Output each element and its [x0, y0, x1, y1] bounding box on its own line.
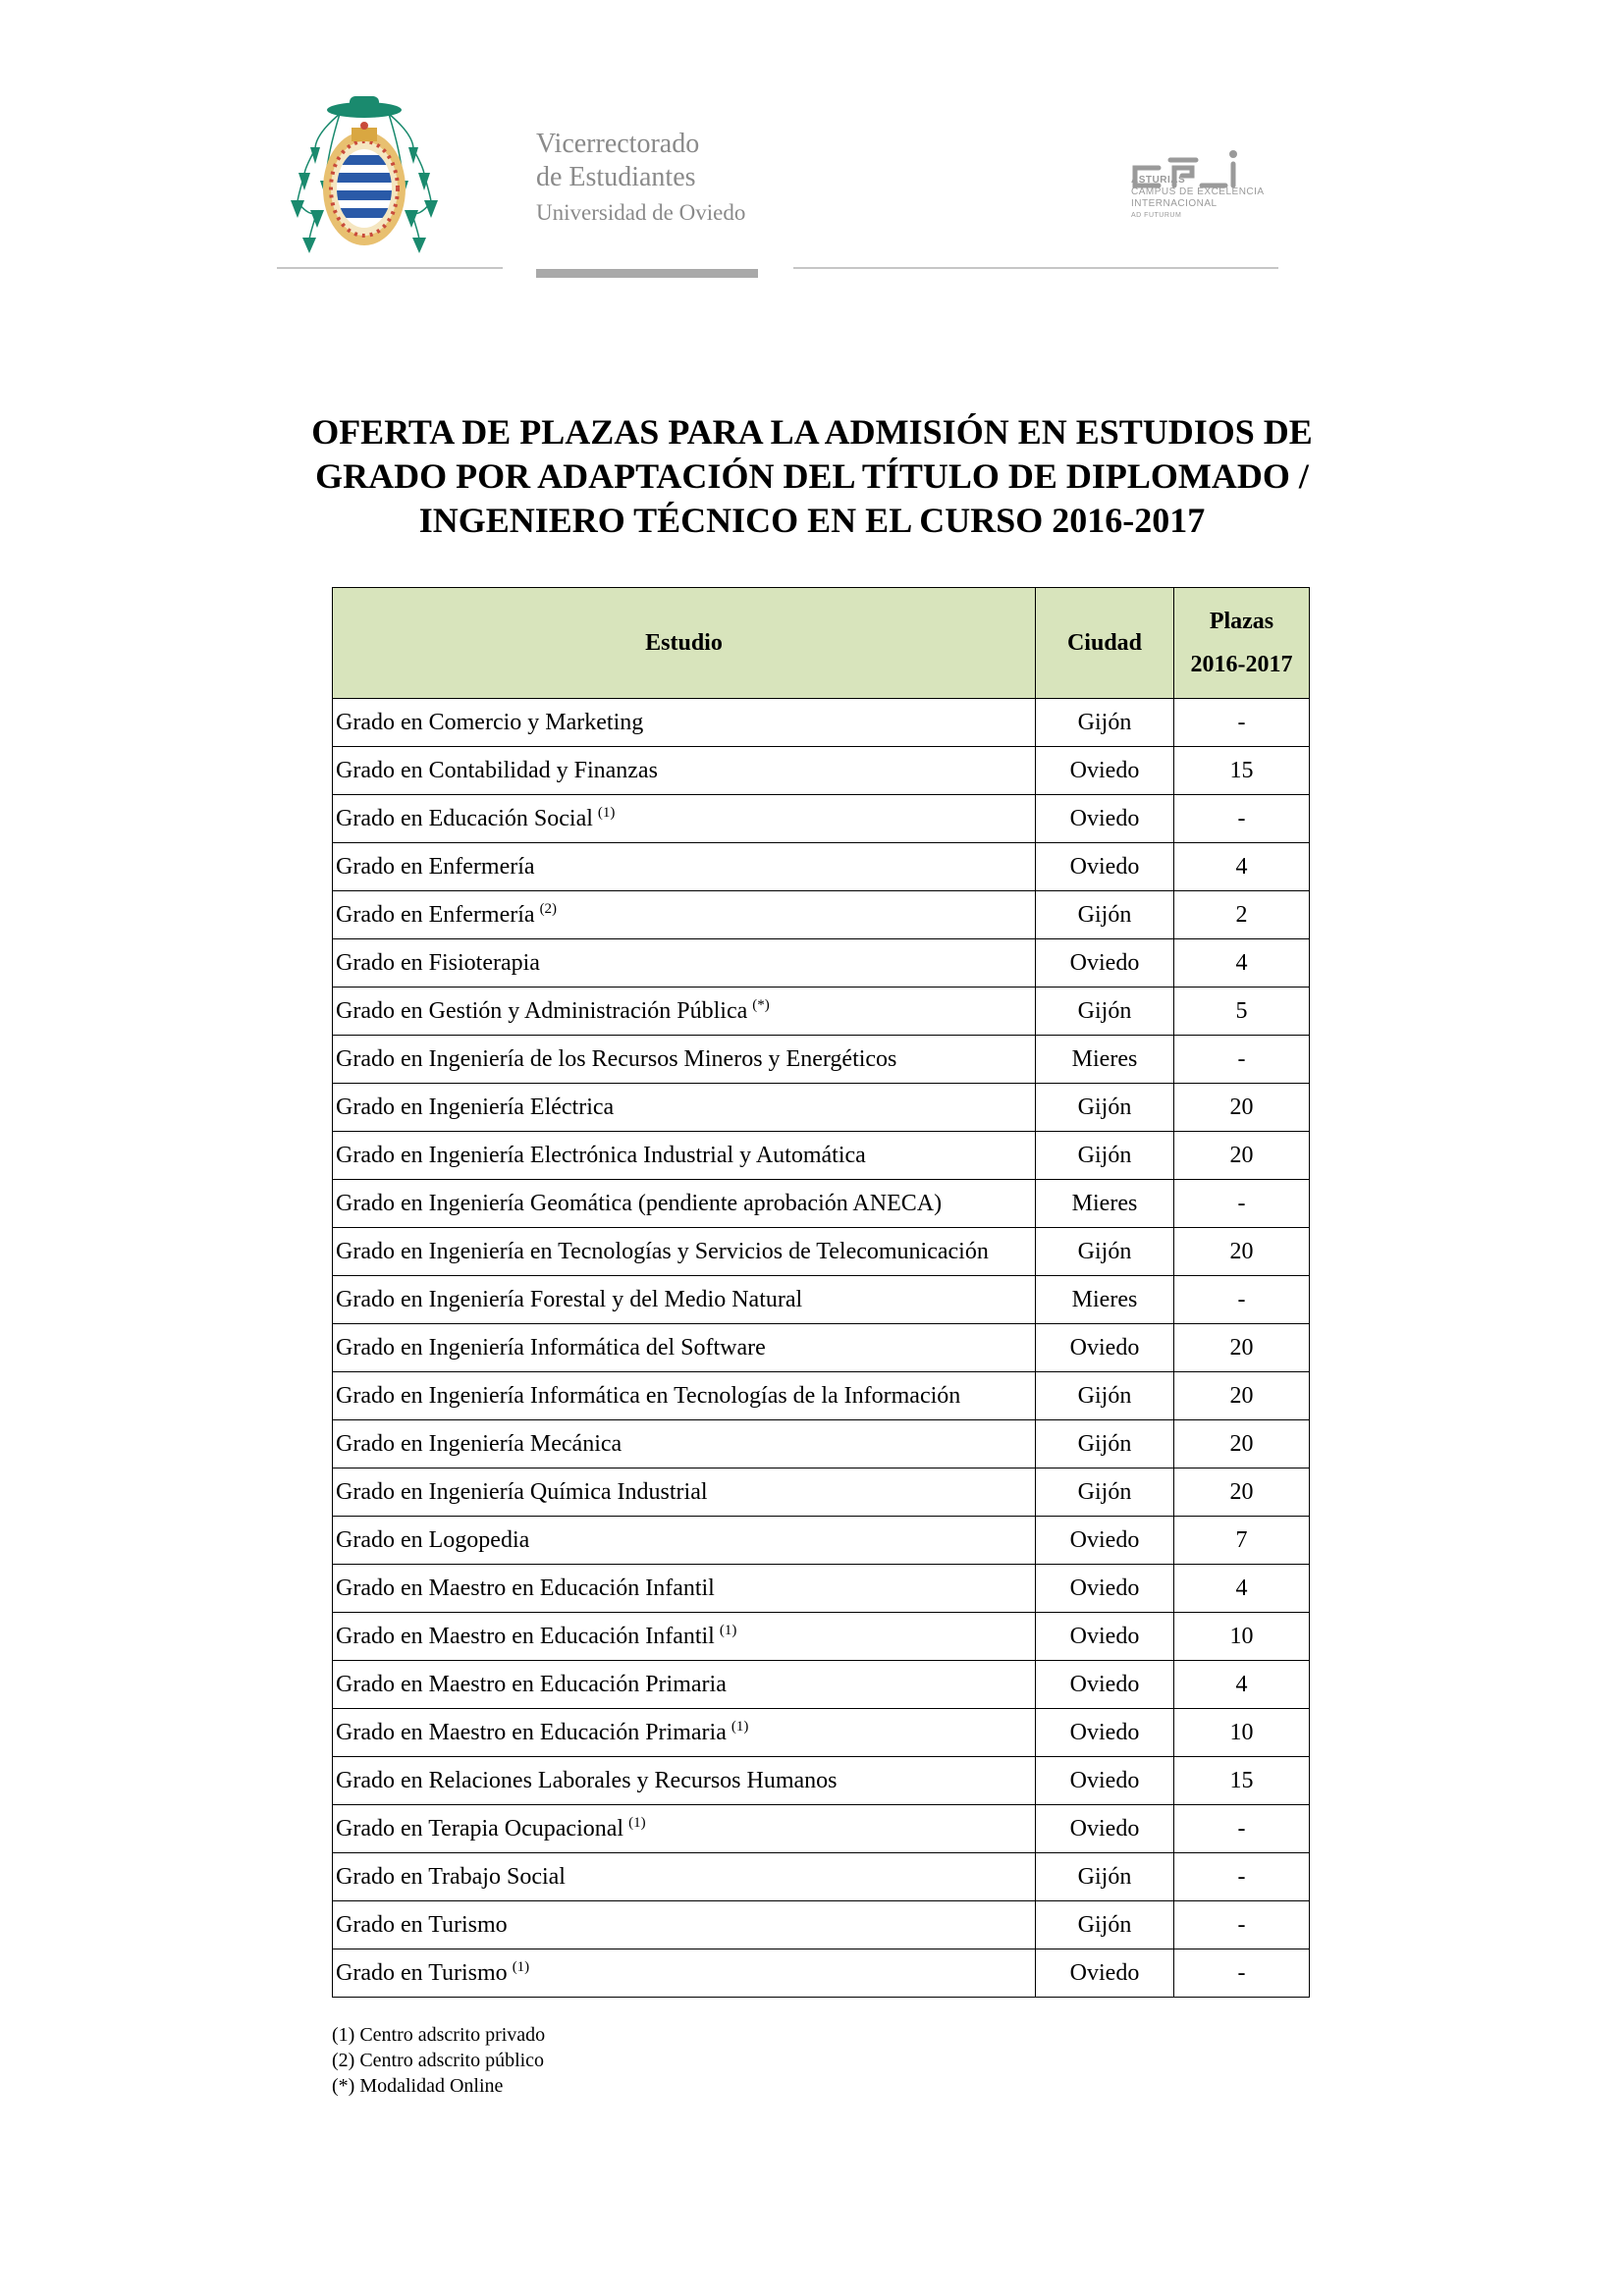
cell-plazas: 20: [1174, 1324, 1310, 1372]
footnote-marker: (*): [752, 996, 770, 1013]
footnote-1: (1) Centro adscrito privado: [332, 2024, 546, 2046]
cell-estudio: [333, 747, 1036, 795]
cell-ciudad: Gijón: [1036, 1853, 1174, 1901]
page-header: [0, 0, 1624, 294]
cell-ciudad: Oviedo: [1036, 1661, 1174, 1709]
header-divider-left: [277, 267, 503, 269]
cell-plazas: -: [1174, 1036, 1310, 1084]
table-row: [333, 1709, 1310, 1757]
footnote-2: (2) Centro adscrito público: [332, 2050, 545, 2071]
table-row: [333, 1324, 1310, 1372]
cell-plazas: 4: [1174, 1661, 1310, 1709]
estudio-text: Grado en Trabajo Social: [336, 1863, 566, 1890]
estudio-text: Grado en Contabilidad y Finanzas: [336, 757, 658, 783]
estudio-text: Grado en Enfermería: [336, 853, 535, 880]
cell-estudio: [333, 1805, 1036, 1853]
cell-plazas: -: [1174, 795, 1310, 843]
cell-plazas: 20: [1174, 1372, 1310, 1420]
table-row: [333, 988, 1310, 1036]
cell-ciudad: Mieres: [1036, 1180, 1174, 1228]
estudio-text: Grado en Ingeniería Geomática (pendiente aprobación ANECA): [336, 1190, 943, 1216]
cell-estudio: [333, 1132, 1036, 1180]
cell-plazas: 20: [1174, 1468, 1310, 1517]
cell-estudio: [333, 1853, 1036, 1901]
cell-estudio: [333, 1372, 1036, 1420]
estudio-text: Grado en Ingeniería Informática en Tecnologías de la Información: [336, 1382, 961, 1409]
cell-ciudad: Oviedo: [1036, 843, 1174, 891]
cell-estudio: [333, 939, 1036, 988]
cell-plazas: 20: [1174, 1420, 1310, 1468]
cell-estudio: [333, 795, 1036, 843]
cell-estudio: [333, 1517, 1036, 1565]
table-row: [333, 1901, 1310, 1949]
estudio-text: Grado en Ingeniería en Tecnologías y Servicios de Telecomunicación: [336, 1238, 989, 1264]
cell-plazas: 20: [1174, 1084, 1310, 1132]
estudio-text: Grado en Gestión y Administración Pública: [336, 997, 748, 1024]
cell-ciudad: Oviedo: [1036, 1517, 1174, 1565]
table-row: [333, 1613, 1310, 1661]
estudio-text: Grado en Maestro en Educación Infantil: [336, 1575, 715, 1601]
estudio-text: Grado en Ingeniería Electrónica Industrial y Automática: [336, 1142, 866, 1168]
title-line-3: INGENIERO TÉCNICO EN EL CURSO 2016-2017: [418, 501, 1206, 540]
header-divider-mid: [536, 269, 758, 278]
table-header-row: [333, 588, 1310, 699]
cell-estudio: [333, 988, 1036, 1036]
estudio-text: Grado en Turismo: [336, 1959, 508, 1986]
cell-ciudad: Mieres: [1036, 1036, 1174, 1084]
university-crest-icon: [281, 90, 448, 257]
cell-ciudad: Gijón: [1036, 1084, 1174, 1132]
cell-ciudad: Gijón: [1036, 1132, 1174, 1180]
cell-ciudad: Gijón: [1036, 1901, 1174, 1949]
cell-estudio: [333, 1613, 1036, 1661]
cei-line-internacional: INTERNACIONAL: [1131, 198, 1218, 209]
table-row: [333, 891, 1310, 939]
header-plazas: [1174, 588, 1310, 699]
table-row: [333, 1757, 1310, 1805]
cell-plazas: 7: [1174, 1517, 1310, 1565]
table-row: [333, 1565, 1310, 1613]
cell-ciudad: Gijón: [1036, 1228, 1174, 1276]
cell-estudio: [333, 1757, 1036, 1805]
cell-plazas: 5: [1174, 988, 1310, 1036]
cell-plazas: 10: [1174, 1613, 1310, 1661]
estudio-text: Grado en Educación Social: [336, 805, 593, 831]
cell-ciudad: Oviedo: [1036, 795, 1174, 843]
cell-plazas: 20: [1174, 1228, 1310, 1276]
table-row: [333, 1036, 1310, 1084]
cell-plazas: -: [1174, 1180, 1310, 1228]
table-row: [333, 1132, 1310, 1180]
footnote-marker: (1): [731, 1718, 749, 1735]
table-row: [333, 699, 1310, 747]
footnote-3: (*) Modalidad Online: [332, 2075, 504, 2097]
table-row: [333, 1228, 1310, 1276]
cell-ciudad: Gijón: [1036, 891, 1174, 939]
cell-plazas: -: [1174, 699, 1310, 747]
cell-ciudad: Oviedo: [1036, 1805, 1174, 1853]
estudio-text: Grado en Maestro en Educación Primaria: [336, 1719, 727, 1745]
estudio-text: Grado en Ingeniería de los Recursos Mineros y Energéticos: [336, 1045, 897, 1072]
footnote-marker: (1): [719, 1622, 737, 1638]
cell-plazas: 15: [1174, 1757, 1310, 1805]
cell-ciudad: Oviedo: [1036, 747, 1174, 795]
table-row: [333, 1517, 1310, 1565]
estudio-text: Grado en Ingeniería Mecánica: [336, 1430, 623, 1457]
table-row: [333, 1180, 1310, 1228]
header-estudio: Estudio: [333, 588, 1036, 699]
document-title: [196, 410, 1428, 543]
cell-plazas: 2: [1174, 891, 1310, 939]
offer-table: [332, 587, 1310, 1998]
cell-plazas: -: [1174, 1901, 1310, 1949]
cell-ciudad: Oviedo: [1036, 1613, 1174, 1661]
estudio-text: Grado en Comercio y Marketing: [336, 709, 644, 735]
cell-ciudad: Gijón: [1036, 699, 1174, 747]
header-plazas-line1: Plazas: [1209, 609, 1274, 634]
estudio-text: Grado en Ingeniería Informática del Software: [336, 1334, 766, 1361]
cell-plazas: -: [1174, 1853, 1310, 1901]
table-row: [333, 747, 1310, 795]
vicerrectorado-block: [536, 128, 745, 227]
estudio-text: Grado en Ingeniería Eléctrica: [336, 1094, 615, 1120]
cell-plazas: 20: [1174, 1132, 1310, 1180]
estudio-text: Grado en Enfermería: [336, 901, 535, 928]
table-row: [333, 1420, 1310, 1468]
estudio-text: Grado en Ingeniería Química Industrial: [336, 1478, 708, 1505]
cell-ciudad: Oviedo: [1036, 1324, 1174, 1372]
cell-estudio: [333, 891, 1036, 939]
cell-ciudad: Oviedo: [1036, 939, 1174, 988]
cell-estudio: [333, 699, 1036, 747]
cell-plazas: -: [1174, 1805, 1310, 1853]
cell-plazas: 4: [1174, 939, 1310, 988]
estudio-text: Grado en Relaciones Laborales y Recursos Humanos: [336, 1767, 838, 1793]
cell-ciudad: Gijón: [1036, 1420, 1174, 1468]
cei-line-campus: CAMPUS DE EXCELENCIA: [1131, 187, 1265, 197]
estudio-text: Grado en Logopedia: [336, 1526, 530, 1553]
estudio-text: Grado en Fisioterapia: [336, 949, 540, 976]
table-row: [333, 1949, 1310, 1998]
estudio-text: Grado en Maestro en Educación Primaria: [336, 1671, 727, 1697]
cell-plazas: -: [1174, 1949, 1310, 1998]
cell-estudio: [333, 843, 1036, 891]
table-row: [333, 843, 1310, 891]
table-row: [333, 1084, 1310, 1132]
table-row: [333, 939, 1310, 988]
cell-estudio: [333, 1901, 1036, 1949]
university-name: Universidad de Oviedo: [536, 200, 746, 226]
cell-estudio: [333, 1420, 1036, 1468]
cell-ciudad: Gijón: [1036, 1468, 1174, 1517]
estudio-text: Grado en Maestro en Educación Infantil: [336, 1623, 715, 1649]
cell-plazas: 15: [1174, 747, 1310, 795]
cell-ciudad: Mieres: [1036, 1276, 1174, 1324]
table-row: [333, 1372, 1310, 1420]
table-row: [333, 795, 1310, 843]
header-divider-right: [793, 267, 1278, 269]
cell-plazas: 10: [1174, 1709, 1310, 1757]
table-body: [333, 699, 1310, 1998]
vicerrectorado-line1: Vicerrectorado: [536, 129, 700, 159]
estudio-text: Grado en Terapia Ocupacional: [336, 1815, 624, 1842]
cei-line-adfuturum: AD FUTURUM: [1131, 212, 1182, 219]
footnote-marker: (2): [539, 900, 558, 917]
table-row: [333, 1853, 1310, 1901]
footnote-marker: (1): [628, 1814, 646, 1831]
cell-estudio: [333, 1228, 1036, 1276]
cell-estudio: [333, 1180, 1036, 1228]
cell-estudio: [333, 1709, 1036, 1757]
cell-plazas: 4: [1174, 843, 1310, 891]
table-row: [333, 1276, 1310, 1324]
cell-estudio: [333, 1949, 1036, 1998]
cell-estudio: [333, 1324, 1036, 1372]
estudio-text: Grado en Ingeniería Forestal y del Medio Natural: [336, 1286, 803, 1312]
cell-ciudad: Oviedo: [1036, 1565, 1174, 1613]
cei-line-asturias: ASTURIAS: [1131, 175, 1186, 186]
title-line-2: GRADO POR ADAPTACIÓN DEL TÍTULO DE DIPLOMADO /: [315, 456, 1309, 496]
cell-ciudad: Oviedo: [1036, 1757, 1174, 1805]
header-plazas-line2: 2016-2017: [1190, 652, 1293, 677]
vicerrectorado-line2: de Estudiantes: [536, 161, 696, 192]
title-line-1: OFERTA DE PLAZAS PARA LA ADMISIÓN EN ESTUDIOS DE: [311, 412, 1313, 452]
cell-ciudad: Oviedo: [1036, 1709, 1174, 1757]
cell-estudio: [333, 1084, 1036, 1132]
cell-ciudad: Gijón: [1036, 1372, 1174, 1420]
cell-ciudad: Gijón: [1036, 988, 1174, 1036]
cell-estudio: [333, 1565, 1036, 1613]
cell-estudio: [333, 1661, 1036, 1709]
cei-caption: [1131, 175, 1265, 222]
cell-ciudad: Oviedo: [1036, 1949, 1174, 1998]
footnotes: [332, 2022, 545, 2099]
estudio-text: Grado en Turismo: [336, 1911, 508, 1938]
footnote-marker: (1): [597, 804, 616, 821]
cell-plazas: 4: [1174, 1565, 1310, 1613]
cell-estudio: [333, 1036, 1036, 1084]
cell-estudio: [333, 1468, 1036, 1517]
table-row: [333, 1661, 1310, 1709]
cell-estudio: [333, 1276, 1036, 1324]
table-row: [333, 1805, 1310, 1853]
table-row: [333, 1468, 1310, 1517]
header-ciudad: Ciudad: [1036, 588, 1174, 699]
footnote-marker: (1): [512, 1958, 530, 1975]
cell-plazas: -: [1174, 1276, 1310, 1324]
